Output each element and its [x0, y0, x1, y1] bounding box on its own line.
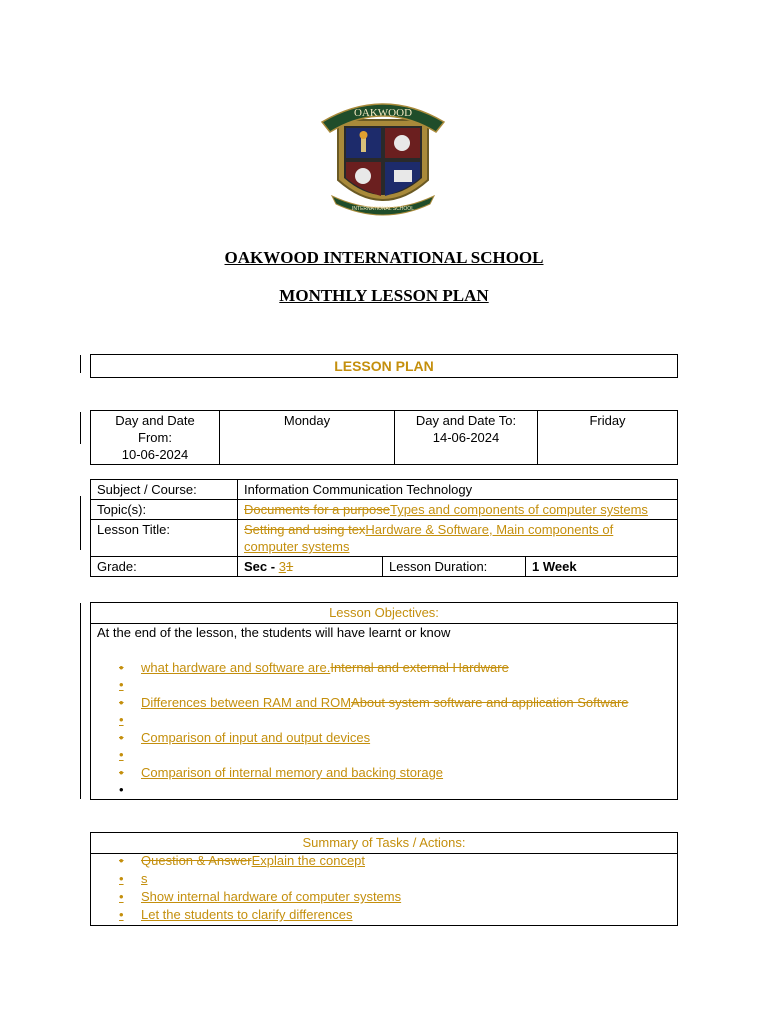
date-from-value: 10-06-2024 — [121, 447, 189, 462]
grade-value — [238, 557, 383, 577]
title-deleted-text: Setting and using tex — [244, 522, 366, 537]
task-inserted: Show internal hardware of computer systems — [141, 889, 402, 904]
objective-item — [119, 677, 141, 692]
task-deleted: Question & Answer — [141, 853, 252, 868]
date-to-label-text: Day and Date To: — [415, 413, 517, 428]
bullet-icon: • — [119, 730, 124, 745]
bullet-icon: • — [119, 712, 124, 727]
objectives-box — [90, 602, 678, 800]
date-to-day: Friday — [538, 411, 678, 465]
task-item — [119, 889, 401, 904]
bullet-icon: • — [119, 677, 124, 692]
lesson-plan-title: LESSON PLAN — [334, 358, 434, 374]
task-inserted: Let the students to clarify differences — [141, 907, 353, 922]
crest-icon — [318, 92, 448, 218]
bullet-icon: • — [119, 782, 124, 797]
table-row — [91, 520, 678, 557]
change-bar — [80, 355, 81, 373]
plan-title: MONTHLY LESSON PLAN — [279, 286, 489, 305]
objective-item — [119, 747, 141, 762]
lesson-plan-header — [90, 354, 678, 378]
grade-label: Grade: — [91, 557, 238, 577]
table-row — [91, 411, 678, 465]
objectives-intro: At the end of the lesson, the students will have learnt or know — [97, 625, 451, 640]
bullet-icon: • — [119, 871, 124, 886]
grade-deleted: 1 — [285, 559, 294, 574]
title-inserted-text: Hardware & Software, Main components of — [365, 522, 614, 537]
table-row — [91, 480, 678, 500]
bullet-icon: • — [119, 889, 124, 904]
objective-item — [119, 782, 141, 797]
subject-label: Subject / Course: — [91, 480, 238, 500]
duration-label: Lesson Duration: — [383, 557, 526, 577]
date-from-label-text: Day and Date From: — [115, 413, 195, 445]
objective-deleted: Internal and external Hardware — [330, 660, 509, 675]
subject-value: Information Communication Technology — [238, 480, 678, 500]
table-row — [91, 500, 678, 520]
details-table — [90, 479, 678, 577]
school-crest-logo — [318, 92, 448, 218]
objective-item — [119, 695, 629, 710]
task-inserted: s — [141, 871, 148, 886]
task-inserted: Explain the concept — [251, 853, 366, 868]
topic-value — [238, 500, 678, 520]
objective-inserted: Comparison of input and output devices — [141, 730, 371, 745]
task-item — [119, 853, 365, 868]
objective-inserted: Comparison of internal memory and backing storage — [141, 765, 444, 780]
date-from-label — [91, 411, 220, 465]
date-to-value: 14-06-2024 — [432, 430, 500, 445]
objective-deleted: About system software and application Software — [351, 695, 629, 710]
change-bar — [80, 603, 81, 799]
svg-text:INTERNATIONAL SCHOOL: INTERNATIONAL SCHOOL — [352, 206, 414, 212]
objective-item — [119, 660, 509, 675]
dates-table — [90, 410, 678, 465]
grade-prefix: Sec - — [244, 559, 279, 574]
objectives-heading: Lesson Objectives: — [91, 603, 677, 624]
lesson-title-label: Lesson Title: — [91, 520, 238, 557]
task-item — [119, 871, 148, 886]
school-title: OAKWOOD INTERNATIONAL SCHOOL — [224, 248, 544, 267]
change-bar — [80, 496, 81, 550]
grade-inserted: 3 — [278, 559, 286, 574]
objective-item — [119, 730, 370, 745]
duration-value: 1 Week — [526, 557, 678, 577]
topic-deleted-text: Documents for a purpose — [244, 502, 390, 517]
title-inserted-text-2: computer systems — [244, 539, 350, 554]
bullet-icon: • — [119, 660, 124, 675]
objective-inserted: Differences between RAM and ROM — [141, 695, 352, 710]
tasks-box — [90, 832, 678, 926]
bullet-icon: • — [119, 747, 124, 762]
topic-label: Topic(s): — [91, 500, 238, 520]
date-from-day: Monday — [220, 411, 395, 465]
lesson-title-value — [238, 520, 678, 557]
tasks-heading: Summary of Tasks / Actions: — [91, 833, 677, 854]
bullet-icon: • — [119, 765, 124, 780]
objective-item — [119, 712, 141, 727]
svg-text:OAKWOOD: OAKWOOD — [353, 107, 413, 119]
change-bar — [80, 412, 81, 444]
bullet-icon: • — [119, 907, 124, 922]
task-item — [119, 907, 353, 922]
bullet-icon: • — [119, 695, 124, 710]
topic-inserted-text: Types and components of computer systems — [389, 502, 648, 517]
date-to-label — [395, 411, 538, 465]
objective-inserted: what hardware and software are. — [141, 660, 331, 675]
bullet-icon: • — [119, 853, 124, 868]
table-row — [91, 557, 678, 577]
objective-item — [119, 765, 443, 780]
